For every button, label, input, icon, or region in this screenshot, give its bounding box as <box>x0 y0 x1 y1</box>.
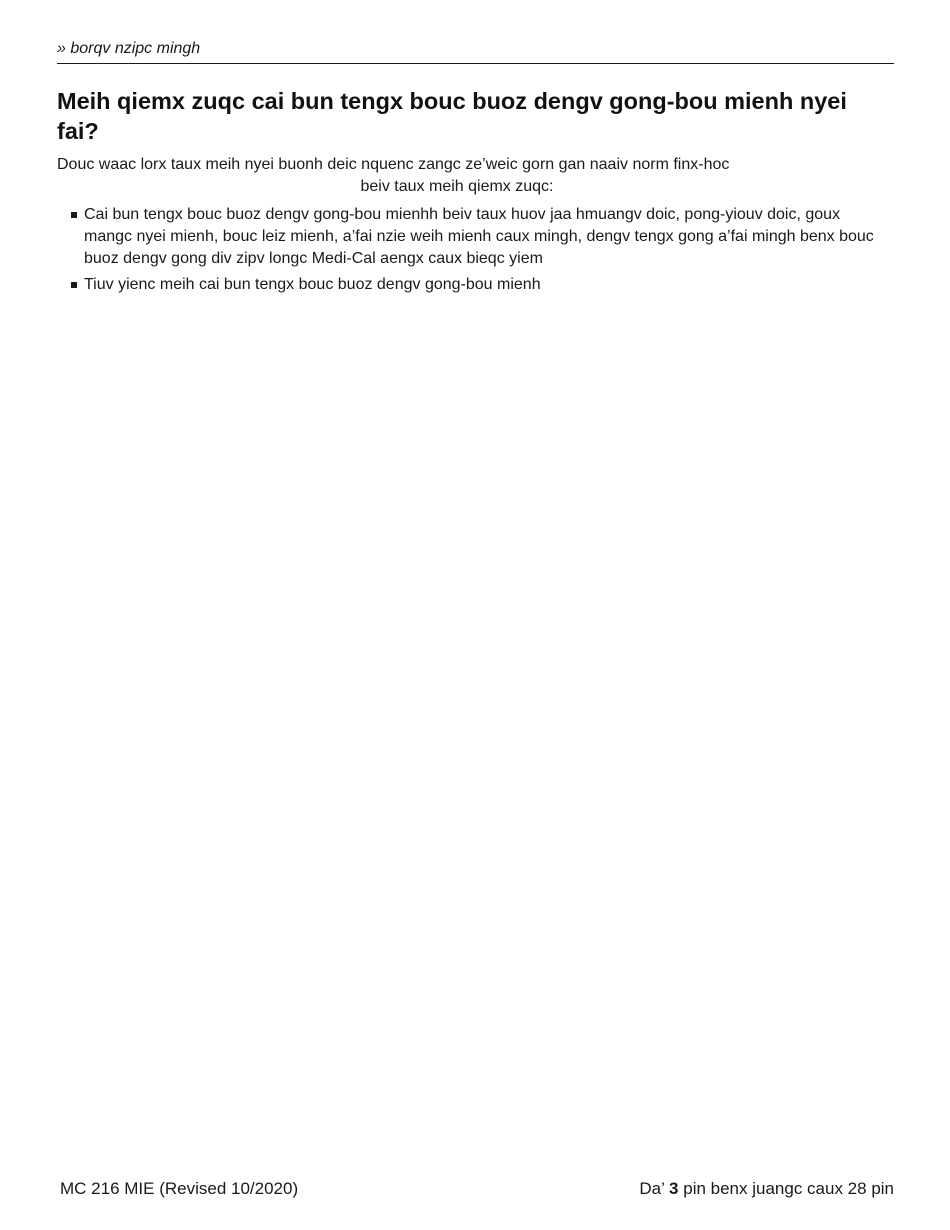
list-item-text: Cai bun tengx bouc buoz dengv gong-bou mienhh beiv taux huov jaa hmuangv doic, pong-yiouv doic, goux mangc nyei mienh, bouc leiz mienh, a’fai nzie weih mienh caux mingh, dengv tengx gong a’fai mingh benx bouc buoz dengv gong div zipv longc Medi-Cal aengx caux bieqc yiem <box>84 206 874 267</box>
intro-line-1: Douc waac lorx taux meih nyei buonh deic nquenc zangc ze’weic gorn gan naaiv norm finx-hoc <box>57 156 730 173</box>
section-title: Meih qiemx zuqc cai bun tengx bouc buoz dengv gong-bou mienh nyei fai? <box>57 88 847 144</box>
breadcrumb: » borqv nzipc mingh <box>57 40 201 57</box>
page-number: 3 <box>669 1179 679 1198</box>
list-item <box>57 204 874 270</box>
list-item <box>57 274 874 296</box>
page-prefix: Da’ <box>639 1179 665 1198</box>
form-id: MC 216 MIE (Revised 10/2020) <box>60 1179 299 1198</box>
square-bullet-icon <box>71 212 77 218</box>
list-item-text: Tiuv yienc meih cai bun tengx bouc buoz dengv gong-bou mienh <box>84 276 541 293</box>
intro-line-2: beiv taux meih qiemx zuqc: <box>360 178 554 195</box>
intro-paragraph <box>57 154 837 198</box>
running-header <box>57 38 894 64</box>
main-content <box>57 86 894 300</box>
page-indicator <box>639 1178 894 1200</box>
square-bullet-icon <box>71 282 77 288</box>
bullet-list <box>57 204 894 296</box>
page-suffix: pin benx juangc caux 28 pin <box>683 1179 894 1198</box>
